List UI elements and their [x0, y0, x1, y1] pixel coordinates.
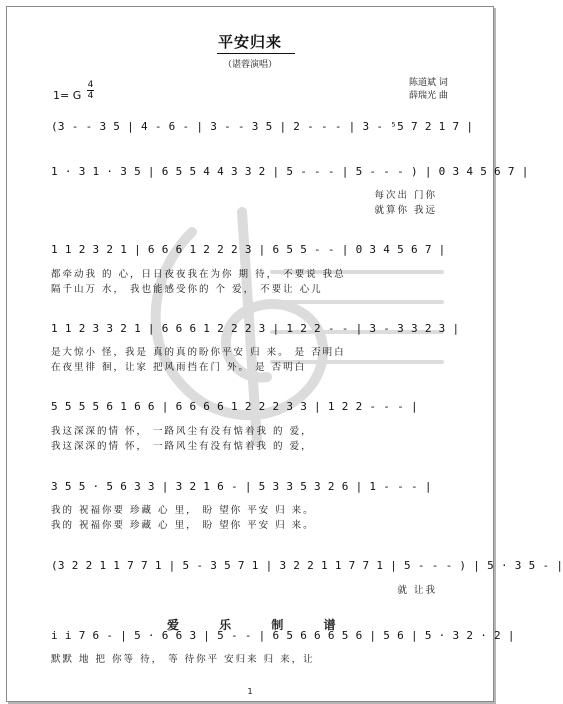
- lyric-line: 我这深深的情 怀， 一路风尘有没有惦着我 的 爱，: [51, 441, 313, 452]
- lyric-line: 我的 祝福你要 珍藏 心 里， 盼 望你 平安 归 来。: [51, 520, 315, 531]
- page-number: 1: [247, 687, 253, 696]
- watermark-text: 爱 乐 制 谱: [167, 618, 354, 632]
- notation-row: (3 - - 3 5 | 4 - 6 - | 3 - - 3 5 | 2 - - - | 3 - ⁵5 7 2 1 7 |: [51, 120, 474, 133]
- lyric-line: 是大惊小 怪，我是 真的真的盼你平安 归 来。 是 否明白: [51, 347, 346, 358]
- lyric-line: 我这深深的情 怀， 一路风尘有没有惦着我 的 爱，: [51, 426, 313, 437]
- lyric-line: 在夜里徘 徊，让家 把风雨挡在门 外。 是 否明白: [51, 362, 307, 373]
- notation-row: 3 5 5 · 5 6 3 3 | 3 2 1 6 - | 5 3 3 5 3 2 6 | 1 - - - |: [51, 480, 432, 493]
- notation-row: 1 1 2 3 3 2 1 | 6 6 6 1 2 2 2 3 | 1 2 2 - - | 3 - 3 3 2 3 |: [51, 322, 460, 335]
- notation-row: i i 7 6 - | 5 · 6 6 3 | 5 - - | 6 5 6 6 6 5 6 | 5 6 | 5 · 3 2 · 2 |: [51, 629, 515, 642]
- composer-credit: 薛瑞光 曲: [409, 91, 448, 101]
- notation-row: 1 1 2 3 2 1 | 6 6 6 1 2 2 2 3 | 6 5 5 - - | 0 3 4 5 6 7 |: [51, 243, 446, 256]
- lyricist-credit: 陈道斌 词: [409, 78, 448, 88]
- time-signature: [87, 80, 94, 101]
- song-title: 平安归来: [217, 33, 282, 51]
- key-signature: 1= G: [53, 89, 82, 102]
- lyric-line: 默默 地 把 你等 待， 等 待你平 安归来 归 来，让: [51, 654, 315, 665]
- lyric-line: 就 让我: [397, 585, 437, 596]
- time-signature-bottom: 4: [87, 91, 94, 101]
- lyric-line: 都牵动我 的 心，日日夜夜我在为你 期 待， 不要说 我总: [51, 269, 346, 280]
- lyric-line: 隔千山万 水， 我也能感受你的 个 爱， 不要让 心儿: [51, 284, 323, 295]
- lyric-line: 就算你 我远: [374, 205, 437, 216]
- title-underline: [217, 53, 295, 54]
- notation-row: 5 5 5 5 6 1 6 6 | 6 6 6 6 1 2 2 2 3 3 | 1 2 2 - - - |: [51, 400, 418, 413]
- lyric-line: 每次出 门你: [374, 190, 437, 201]
- notation-row: 1 · 3 1 · 3 5 | 6 5 5 4 4 3 3 2 | 5 - - - | 5 - - - ) | 0 3 4 5 6 7 |: [51, 165, 529, 178]
- score-page: [6, 6, 563, 702]
- notation-row: (3 2 2 1 1 7 7 1 | 5 - 3 5 7 1 | 3 2 2 1 1 7 7 1 | 5 - - - ) | 5 · 3 5 - |: [51, 559, 563, 572]
- lyric-line: 我的 祝福你要 珍藏 心 里， 盼 望你 平安 归 来。: [51, 505, 315, 516]
- time-signature-top: 4: [87, 80, 94, 90]
- song-subtitle: （谌蓉演唱）: [222, 60, 277, 70]
